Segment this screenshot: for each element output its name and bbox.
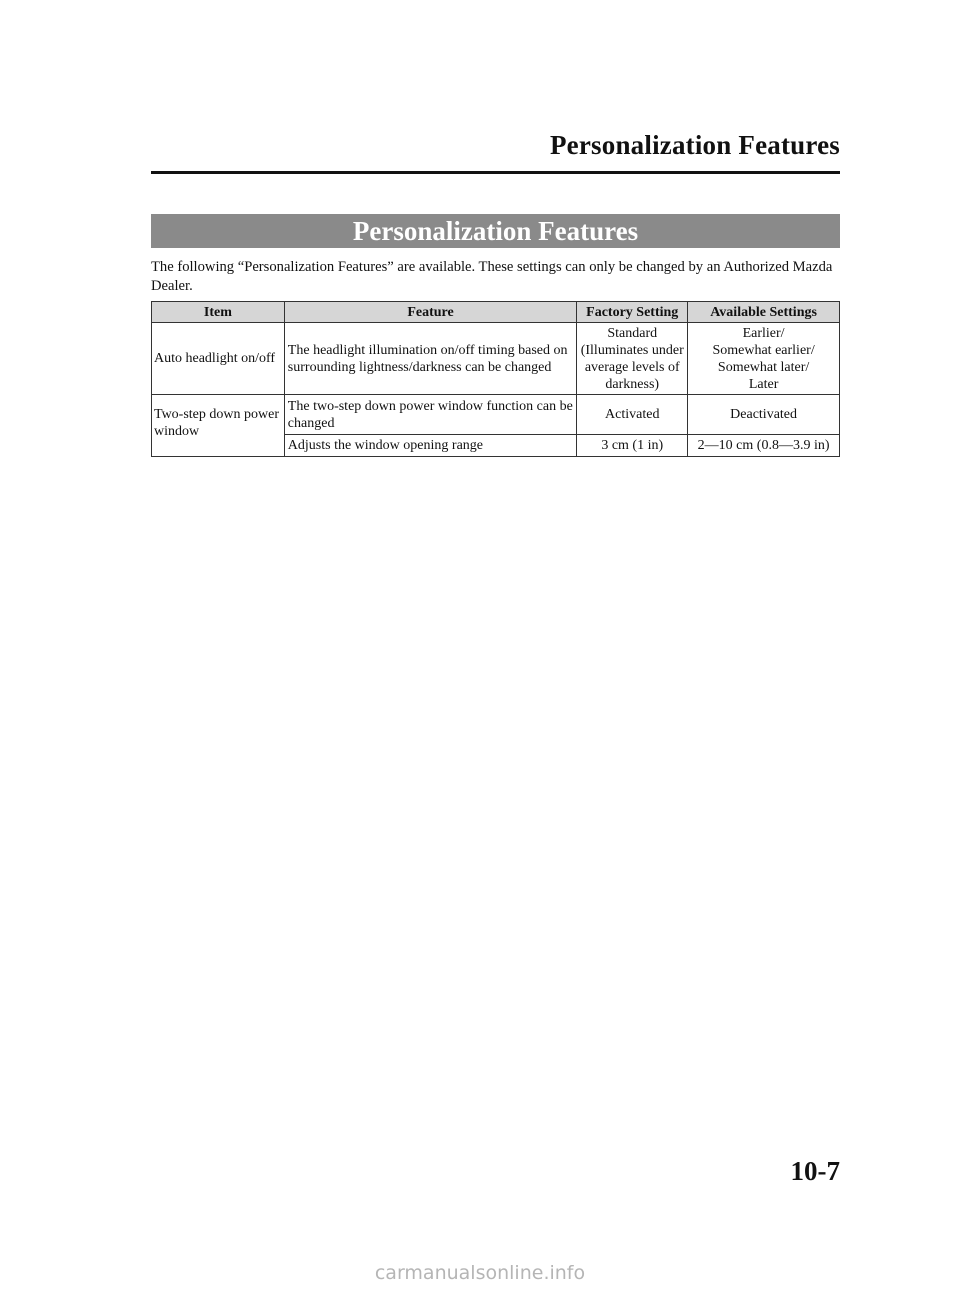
cell-line: (Illuminates under xyxy=(580,342,684,358)
cell-factory-setting: Activated xyxy=(577,395,688,435)
column-header-item: Item xyxy=(152,302,285,323)
cell-line: Somewhat later/ xyxy=(717,359,810,375)
cell-item: Two-step down power window xyxy=(152,395,285,457)
section-title: Personalization Features xyxy=(352,215,639,246)
cell-line: Earlier/ xyxy=(742,325,785,341)
cell-available-settings: Deactivated xyxy=(688,395,840,435)
cell-factory-setting xyxy=(577,323,688,395)
column-header-factory-setting: Factory Setting xyxy=(577,302,688,323)
cell-line: average levels of xyxy=(584,359,680,375)
cell-feature: The two-step down power window function can be changed xyxy=(284,395,577,435)
cell-line: Somewhat earlier/ xyxy=(712,342,815,358)
cell-item: Auto headlight on/off xyxy=(152,323,285,395)
cell-feature: The headlight illumination on/off timing based on surrounding lightness/darkness can be changed xyxy=(284,323,577,395)
cell-factory-setting: 3 cm (1 in) xyxy=(577,435,688,457)
table-row xyxy=(152,395,840,435)
table-header-row xyxy=(152,302,840,323)
running-header-title: Personalization Features xyxy=(549,130,840,160)
cell-available-settings: 2―10 cm (0.8―3.9 in) xyxy=(688,435,840,457)
cell-feature: Adjusts the window opening range xyxy=(284,435,577,457)
cell-line: darkness) xyxy=(605,376,660,392)
page-number: 10-7 xyxy=(790,1156,840,1186)
cell-line: Later xyxy=(748,376,779,392)
features-table xyxy=(151,301,840,457)
watermark: carmanualsonline.info xyxy=(374,1262,586,1284)
column-header-feature: Feature xyxy=(284,302,577,323)
cell-line: Standard xyxy=(607,325,658,341)
column-header-available-settings: Available Settings xyxy=(688,302,840,323)
section-title-bar xyxy=(151,214,840,248)
cell-available-settings xyxy=(688,323,840,395)
table-row xyxy=(152,323,840,395)
header-rule xyxy=(151,171,840,174)
intro-paragraph: The following “Personalization Features” are available. These settings can only be changed by an Authorized Mazda Dealer. xyxy=(151,259,833,294)
